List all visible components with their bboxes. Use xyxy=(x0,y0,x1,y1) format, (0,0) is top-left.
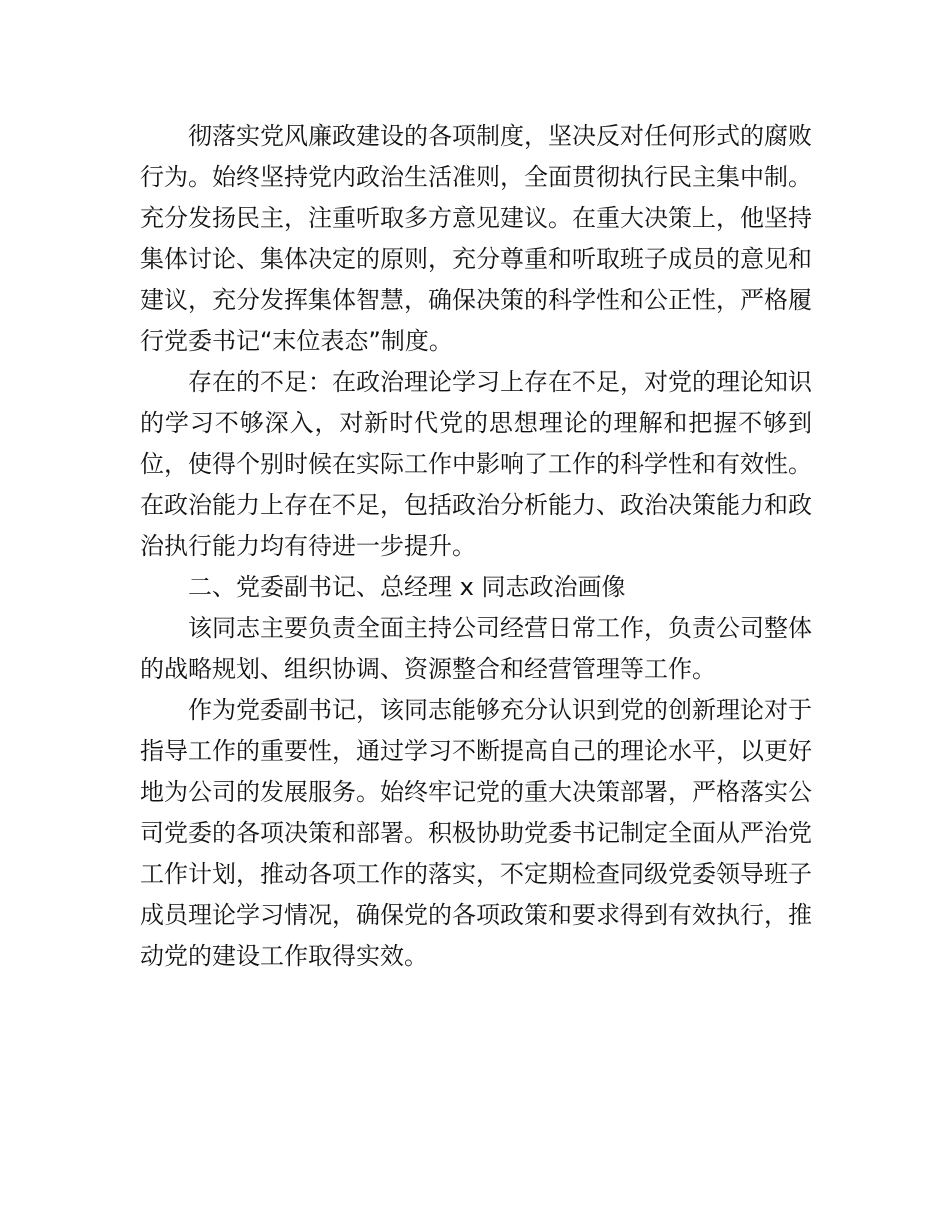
paragraph-shortcomings: 存在的不足：在政治理论学习上存在不足，对党的理论知识的学习不够深入，对新时代党的思想理论的理解和把握不够到位，使得个别时候在实际工作中影响了工作的科学性和有效性。在政治能力上存在不足，包括政治分析能力、政治决策能力和政治执行能力均有待进一步提升。 xyxy=(140,368,812,560)
paragraph-deputy-secretary: 作为党委副书记，该同志能够充分认识到党的创新理论对于指导工作的重要性，通过学习不断提高自己的理论水平，以更好地为公司的发展服务。始终牢记党的重大决策部署，严格落实公司党委的各项决策和部署。积极协助党委书记制定全面从严治党工作计划，推动各项工作的落实，不定期检查同级党委领导班子成员理论学习情况，确保党的各项政策和要求得到有效执行，推动党的建设工作取得实效。 xyxy=(140,696,812,970)
paragraph-responsibilities: 该同志主要负责全面主持公司经营日常工作，负责公司整体的战略规划、组织协调、资源整合和经营管理等工作。 xyxy=(140,614,812,683)
section-heading: 二、党委副书记、总经理 x 同志政治画像 xyxy=(188,573,626,601)
paragraph-party-conduct: 彻落实党风廉政建设的各项制度，坚决反对任何形式的腐败行为。始终坚持党内政治生活准则，全面贯彻执行民主集中制。充分发扬民主，注重听取多方意见建议。在重大决策上，他坚持集体讨论、集体决定的原则，充分尊重和听取班子成员的意见和建议，充分发挥集体智慧，确保决策的科学性和公正性，严格履行党委书记“末位表态”制度。 xyxy=(140,122,812,355)
document-body xyxy=(140,116,812,977)
